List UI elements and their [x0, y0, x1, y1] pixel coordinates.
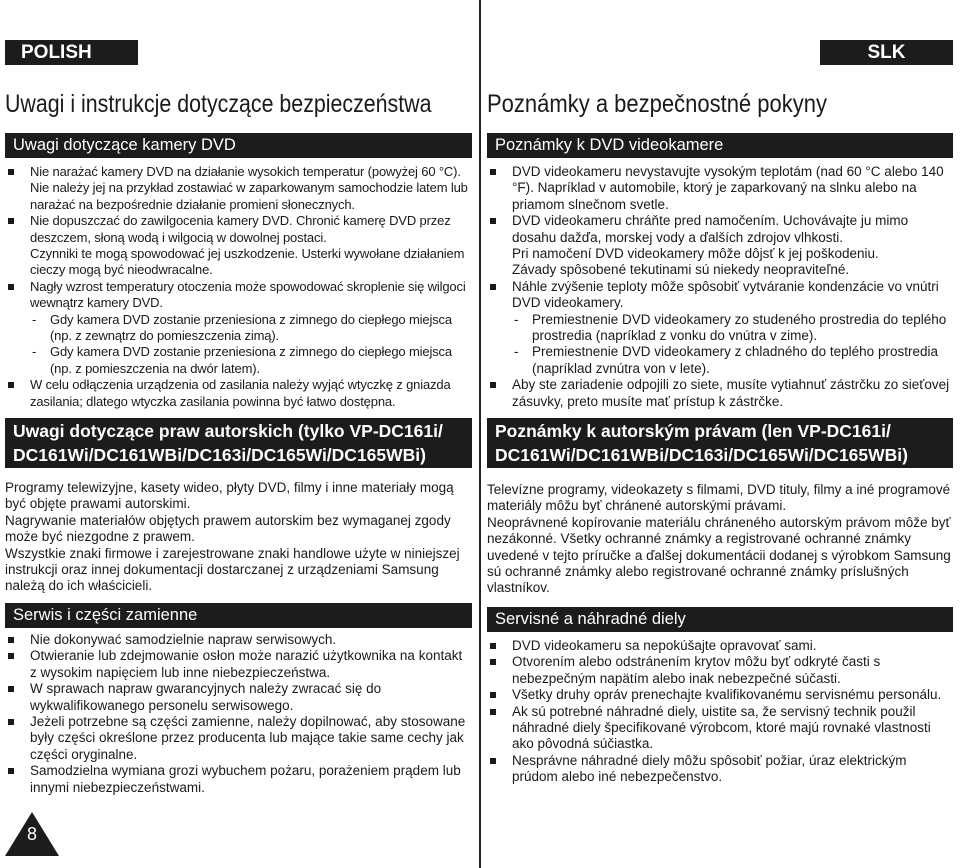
list-item: Aby ste zariadenie odpojili zo siete, musíte vytiahnuť zástrčku zo sieťovej zásuvky, preto musíte mať prístup k zástrčke. — [487, 377, 953, 410]
list-item: Nie dokonywać samodzielnie napraw serwisowych. — [5, 632, 472, 648]
list-item: Ak sú potrebné náhradné diely, uistite sa, že servisný technik použil náhradné diely špecifikované výrobcom, ktoré majú rovnaké vlastnosti ako pôvodná súčiastka. — [487, 704, 953, 753]
list-item: Nie narażać kamery DVD na działanie wysokich temperatur (powyżej 60 °C). Nie należy jej na przykład zostawiać w zaparkowanym samochodzie latem lub narażać na bezpośrednie działanie promieni słonecznych. — [5, 164, 472, 213]
page-title-polish: Uwagi i instrukcje dotyczące bezpieczeństwa — [5, 90, 432, 118]
list-item: W celu odłączenia urządzenia od zasilania należy wyjąć wtyczkę z gniazda zasilania; dlatego wtyczka zasilania powinna być łatwo dostępna. — [5, 377, 472, 410]
list-item: Otwieranie lub zdejmowanie osłon może narazić użytkownika na kontakt z wysokim napięciem lub inne niebezpieczeństwa. — [5, 648, 472, 681]
language-tab-slovak: SLK — [820, 40, 953, 65]
section-heading-copyright-pl: Uwagi dotyczące praw autorskich (tylko VP-DC161i/ DC161Wi/DC161WBi/DC163i/DC165Wi/DC165WBi) — [5, 418, 472, 468]
list-item: Nie dopuszczać do zawilgocenia kamery DVD. Chronić kamerę DVD przez deszczem, słoną wodą i wilgocią w dowolnej postaci. Czynniki te mogą spowodować jej uszkodzenie. Usterki wywołane działaniem cieczy mogą być nieodwracalne. — [5, 213, 472, 279]
list-item: DVD videokameru chráňte pred namočením. Uchovávajte ju mimo dosahu dažďa, morskej vody a ďalších zdrojov vlhkosti. Pri namočení DVD videokamery môže dôjsť k jej poškodeniu. Závady spôsobené tekutinami sú niekedy neopraviteľné. — [487, 213, 953, 279]
list-item: Samodzielna wymiana grozi wybuchem pożaru, porażeniem prądem lub innymi niebezpieczeństwami. — [5, 763, 472, 796]
sub-item: - Gdy kamera DVD zostanie przeniesiona z zimnego do ciepłego miejsca (np. z zewnątrz do pomieszczenia zimą). — [30, 312, 472, 345]
service-list-pl — [5, 632, 472, 796]
service-list-sk — [487, 638, 953, 786]
paragraph: Wszystkie znaki firmowe i zarejestrowane znaki handlowe użyte w niniejszej instrukcji oraz innej dokumentacji dostarczanej z urządzeniami Samsung należą do ich właścicieli. — [5, 545, 460, 594]
section-heading-dvd-notes-pl: Uwagi dotyczące kamery DVD — [5, 133, 472, 158]
list-item: DVD videokameru sa nepokúšajte opravovať sami. — [487, 638, 953, 654]
section-heading-dvd-notes-sk: Poznámky k DVD videokamere — [487, 133, 953, 158]
section-heading-service-sk: Servisné a náhradné diely — [487, 607, 953, 632]
section-heading-copyright-sk: Poznámky k autorským právam (len VP-DC161i/ DC161Wi/DC161WBi/DC163i/DC165Wi/DC165WBi) — [487, 418, 953, 468]
list-item: Náhle zvýšenie teploty môže spôsobiť vytváranie kondenzácie vo vnútri DVD videokamery. - Premiestnenie DVD videokamery zo studeného prostredia do teplého prostredia (napríklad z vonku do vnútra v zime). - Premiestnenie DVD videokamery z chladného do teplého prostredia (napríklad zvnútra von v lete). — [487, 279, 953, 377]
paragraph: Televízne programy, videokazety s filmami, DVD tituly, filmy a iné programové materiály môžu byť chránené autorskými právami. — [487, 482, 951, 514]
dvd-notes-list-pl — [5, 164, 472, 410]
list-item: Všetky druhy opráv prenechajte kvalifikovanému servisnému personálu. — [487, 687, 953, 703]
paragraph: Programy telewizyjne, kasety wideo, płyty DVD, filmy i inne materiały mogą być objęte prawami autorskimi. — [5, 480, 454, 512]
list-item: Otvorením alebo odstránením krytov môžu byť odkryté časti s nebezpečným napätím alebo inak nebezpečné súčasti. — [487, 654, 953, 687]
slovak-column — [487, 0, 953, 868]
paragraph: Neoprávnené kopírovanie materiálu chráneného autorským právom môže byť nezákonné. Všetky ochranné známky a registrované ochranné známky uvedené v tejto príručke a ďalšej dokumentácii dodanej s výrobkom Samsung sú ochranné známky alebo registrované ochranné známky príslušných vlastníkov. — [487, 514, 951, 596]
sub-item: - Premiestnenie DVD videokamery z chladného do teplého prostredia (napríklad zvnútra von v lete). — [512, 344, 953, 377]
paragraph: Nagrywanie materiałów objętych prawem autorskim bez wymaganej zgody może być niezgodne z prawem. — [5, 512, 451, 545]
polish-column — [5, 0, 472, 868]
page-number: 8 — [26, 824, 37, 844]
section-heading-service-pl: Serwis i części zamienne — [5, 603, 472, 628]
sub-item: - Premiestnenie DVD videokamery zo studeného prostredia do teplého prostredia (napríklad z vonku do vnútra v zime). — [512, 312, 953, 345]
language-tab-polish: POLISH — [5, 40, 138, 65]
column-divider — [479, 0, 481, 868]
list-item: W sprawach napraw gwarancyjnych należy zwracać się do wykwalifikowanego personelu serwisowego. — [5, 681, 472, 714]
sub-item: - Gdy kamera DVD zostanie przeniesiona z zimnego do ciepłego miejsca (np. z pomieszczenia na dwór latem). — [30, 344, 472, 377]
list-item: Jeżeli potrzebne są części zamienne, należy dopilnować, aby stosowane były części określone przez producenta lub mające takie same cechy jak części oryginalne. — [5, 714, 472, 763]
copyright-text-sk — [487, 482, 953, 597]
dvd-notes-list-sk — [487, 164, 953, 410]
page-title-slovak: Poznámky a bezpečnostné pokyny — [487, 90, 827, 118]
list-item: Nagły wzrost temperatury otoczenia może spowodować skroplenie się wilgoci wewnątrz kamery DVD. - Gdy kamera DVD zostanie przeniesiona z zimnego do ciepłego miejsca (np. z zewnątrz do pomieszczenia zimą). - Gdy kamera DVD zostanie przeniesiona z zimnego do ciepłego miejsca (np. z pomieszczenia na dwór latem). — [5, 279, 472, 377]
list-item: Nesprávne náhradné diely môžu spôsobiť požiar, úraz elektrickým prúdom alebo iné nebezpečenstvo. — [487, 753, 953, 786]
copyright-text-pl — [5, 480, 472, 595]
list-item: DVD videokameru nevystavujte vysokým teplotám (nad 60 °C alebo 140 °F). Napríklad v automobile, ktorý je zaparkovaný na slnku alebo na priamom slnečnom svetle. — [487, 164, 953, 213]
